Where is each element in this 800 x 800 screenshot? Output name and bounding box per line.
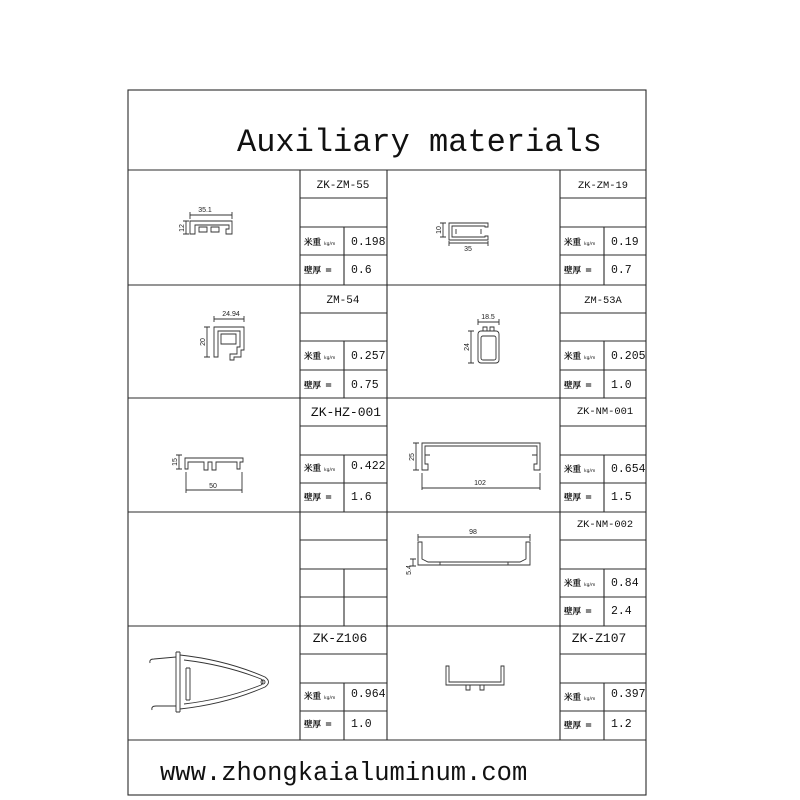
thickness-symbol: =	[325, 493, 333, 503]
profile-drawing-zk-nm-001	[409, 443, 540, 490]
profile-outline	[418, 542, 530, 565]
dimension-label-width: 102	[474, 480, 486, 487]
weight-label	[303, 237, 335, 248]
thickness-label-text: 壁厚	[304, 266, 322, 276]
profile-outline	[449, 223, 488, 240]
thickness-label	[304, 265, 332, 276]
profile-tabs	[483, 327, 494, 331]
thickness-value: 0.7	[611, 264, 632, 277]
profile-code: ZK-ZM-55	[316, 180, 370, 192]
thickness-value: 1.5	[611, 491, 632, 504]
weight-value: 0.19	[611, 236, 639, 249]
weight-label-text: 米重	[564, 238, 582, 248]
thickness-symbol: =	[585, 607, 593, 617]
weight-label-text: 米重	[304, 238, 322, 248]
dimension-label-height: 5.4	[406, 565, 413, 575]
profile-outline	[422, 443, 540, 470]
thickness-label-text: 壁厚	[304, 493, 322, 503]
thickness-symbol: =	[585, 493, 593, 503]
thickness-label-text: 壁厚	[564, 381, 582, 391]
weight-unit: kg/m	[584, 583, 596, 588]
profile-drawing-zk-nm-002	[406, 529, 530, 575]
weight-value: 0.422	[351, 460, 386, 473]
thickness-label	[304, 492, 332, 503]
weight-value: 0.397	[611, 688, 646, 701]
profile-drawing-zm-53a	[464, 314, 499, 363]
thickness-label	[304, 719, 332, 730]
dimension-lines	[204, 316, 244, 357]
weight-label	[563, 237, 595, 248]
thickness-symbol: =	[325, 720, 333, 730]
thickness-label-text: 壁厚	[564, 266, 582, 276]
thickness-label-text: 壁厚	[304, 381, 322, 391]
dimension-label-height: 24	[464, 343, 471, 351]
info-cell-zk-zm-19	[563, 180, 639, 277]
thickness-symbol: =	[325, 266, 333, 276]
dimension-label-height: 15	[172, 458, 179, 466]
thickness-symbol: =	[585, 266, 593, 276]
weight-label-text: 米重	[564, 693, 582, 703]
weight-unit: kg/m	[324, 356, 336, 361]
weight-value: 0.198	[351, 236, 386, 249]
weight-unit: kg/m	[324, 468, 336, 473]
weight-label	[563, 578, 595, 589]
weight-unit: kg/m	[584, 242, 596, 247]
weight-unit: kg/m	[324, 242, 336, 247]
thickness-label	[304, 380, 332, 391]
profile-code: ZK-ZM-19	[578, 180, 628, 192]
profile-code: ZK-Z106	[312, 631, 368, 646]
thickness-value: 1.6	[351, 491, 372, 504]
thickness-label	[564, 265, 592, 276]
thickness-value: 0.6	[351, 264, 372, 277]
dimension-label-height: 10	[436, 226, 443, 234]
profile-outline	[185, 458, 243, 470]
thickness-label-text: 壁厚	[564, 721, 582, 731]
weight-label-text: 米重	[304, 464, 322, 474]
weight-unit: kg/m	[584, 697, 596, 702]
weight-label-text: 米重	[564, 465, 582, 475]
website-url: www.zhongkaialuminum.com	[160, 759, 528, 788]
weight-label-text: 米重	[304, 692, 322, 702]
profile-clips	[150, 657, 176, 710]
dimension-lines	[410, 534, 530, 566]
dimension-label-height: 12	[179, 224, 186, 232]
weight-label	[563, 464, 595, 475]
weight-label	[563, 692, 595, 703]
weight-label-text: 米重	[304, 352, 322, 362]
dimension-label-height: 20	[200, 338, 207, 346]
profile-code: ZK-Z107	[571, 631, 627, 646]
profile-stem	[176, 652, 180, 712]
dimension-label-width: 18.5	[481, 314, 495, 321]
profile-drawing-zk-z106	[150, 652, 269, 712]
thickness-label-text: 壁厚	[304, 720, 322, 730]
profile-outer-curve	[180, 655, 269, 709]
weight-unit: kg/m	[584, 469, 596, 474]
profile-drawing-zk-hz-001	[172, 455, 243, 493]
dimension-label-width: 98	[469, 529, 477, 536]
weight-value: 0.257	[351, 350, 386, 363]
profile-code: ZK-NM-001	[576, 406, 634, 418]
profile-outline	[190, 221, 232, 234]
dimension-label-width: 35.1	[198, 207, 212, 214]
dimension-lines	[468, 319, 499, 363]
thickness-value: 2.4	[611, 605, 632, 618]
thickness-label	[564, 492, 592, 503]
profile-code: ZK-NM-002	[576, 519, 634, 531]
dimension-label-width: 50	[209, 483, 217, 490]
profile-code: ZK-HZ-001	[310, 405, 382, 420]
thickness-value: 1.0	[351, 718, 372, 731]
weight-value: 0.205	[611, 350, 646, 363]
table-grid	[128, 90, 646, 795]
profile-inner-curve	[184, 660, 263, 704]
weight-label	[563, 351, 595, 362]
weight-label	[303, 691, 335, 702]
profile-drawing-zk-zm-19	[436, 223, 488, 253]
thickness-symbol: =	[585, 381, 593, 391]
dimension-label-width: 35	[464, 246, 472, 253]
dimension-label-height: 25	[409, 453, 416, 461]
weight-label	[303, 351, 335, 362]
thickness-symbol: =	[585, 721, 593, 731]
weight-value: 0.84	[611, 577, 639, 590]
profile-inner-outline	[481, 336, 496, 360]
weight-label-text: 米重	[564, 579, 582, 589]
weight-unit: kg/m	[324, 696, 336, 701]
weight-label	[303, 463, 335, 474]
page-title: Auxiliary materials	[237, 124, 602, 161]
thickness-label	[564, 720, 592, 731]
profile-slots	[186, 668, 190, 700]
profile-outline	[214, 327, 244, 360]
weight-unit: kg/m	[584, 356, 596, 361]
profile-drawing-zm-54	[200, 311, 244, 360]
thickness-label-text: 壁厚	[564, 493, 582, 503]
profile-outline	[446, 666, 504, 690]
thickness-symbol: =	[325, 381, 333, 391]
profile-drawing-zk-z107	[446, 666, 504, 690]
thickness-value: 1.0	[611, 379, 632, 392]
thickness-label	[564, 380, 592, 391]
thickness-value: 0.75	[351, 379, 379, 392]
profile-code: ZM-54	[326, 295, 360, 307]
thickness-label	[564, 606, 592, 617]
weight-value: 0.654	[611, 463, 646, 476]
weight-value: 0.964	[351, 688, 386, 701]
profile-code: ZM-53A	[584, 295, 622, 307]
thickness-value: 1.2	[611, 718, 632, 731]
thickness-label-text: 壁厚	[564, 607, 582, 617]
dimension-label-width: 24.94	[222, 311, 240, 318]
weight-label-text: 米重	[564, 352, 582, 362]
profile-drawing-zk-zm-55	[179, 207, 232, 234]
